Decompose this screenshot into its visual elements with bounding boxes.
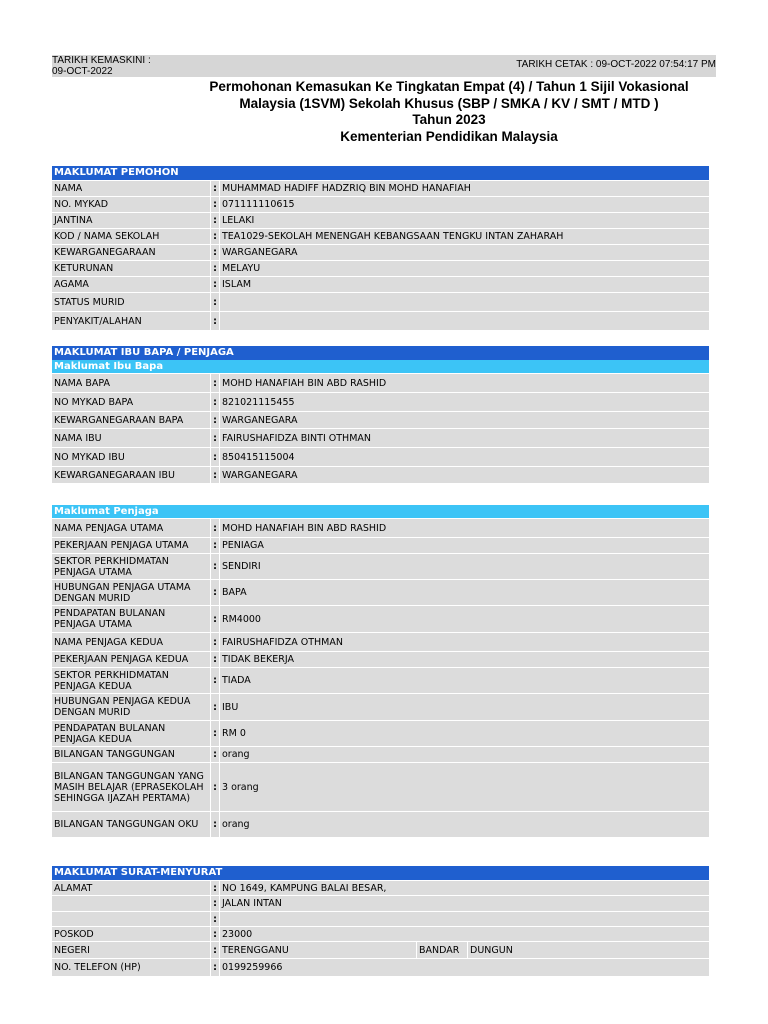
field-value: RM 0 [219, 721, 709, 746]
field-separator: : [210, 668, 219, 693]
table-row [52, 632, 709, 651]
section-heading: MAKLUMAT IBU BAPA / PENJAGA [52, 346, 709, 360]
field-value: IBU [219, 694, 709, 720]
field-separator: : [210, 812, 219, 837]
table-row [52, 895, 709, 911]
city-value: DUNGUN [467, 942, 709, 958]
field-label: KOD / NAMA SEKOLAH [54, 231, 160, 242]
field-separator: : [210, 606, 219, 632]
field-label: PENDAPATAN BULANAN PENJAGA KEDUA [54, 722, 166, 745]
field-value: MOHD HANAFIAH BIN ABD RASHID [219, 374, 709, 392]
field-label: BILANGAN TANGGUNGAN YANG MASIH BELAJAR (EPRASEKOLAH SEHINGGA IJAZAH PERTAMA) [54, 770, 204, 804]
phone-value: 0199259966 [219, 959, 709, 976]
title-line-3: Tahun 2023 [412, 112, 486, 127]
table-row [52, 212, 709, 228]
table-row [52, 518, 709, 537]
field-value: MELAYU [219, 261, 709, 276]
field-value: PENIAGA [219, 538, 709, 553]
field-separator: : [210, 896, 219, 911]
field-separator: : [210, 213, 219, 228]
field-separator: : [210, 652, 219, 667]
field-label: PENDAPATAN BULANAN PENJAGA UTAMA [54, 608, 166, 630]
table-row [52, 553, 709, 579]
table-row [52, 605, 709, 632]
table-row [52, 260, 709, 276]
address-line-2: JALAN INTAN [219, 896, 709, 911]
field-label: PEKERJAAN PENJAGA UTAMA [54, 540, 189, 551]
table-row [52, 292, 709, 311]
section-heading: MAKLUMAT PEMOHON [52, 166, 709, 180]
field-separator: : [210, 293, 219, 311]
table-row [52, 311, 709, 330]
field-separator: : [210, 942, 219, 958]
postcode-label: POSKOD [54, 928, 94, 940]
update-date-label: TARIKH KEMASKINI : [52, 55, 151, 66]
field-separator: : [210, 959, 219, 976]
print-header-bar [52, 55, 716, 77]
table-row [52, 466, 709, 483]
table-row [52, 958, 709, 976]
field-value: orang [219, 747, 709, 762]
field-label: NAMA PENJAGA KEDUA [54, 636, 164, 648]
field-label: BILANGAN TANGGUNGAN [54, 749, 175, 760]
field-label: KEWARGANEGARAAN BAPA [54, 414, 184, 426]
field-value: 071111110615 [219, 197, 709, 212]
table-row [52, 746, 709, 762]
field-label: NO MYKAD IBU [54, 451, 125, 463]
field-value: WARGANEGARA [219, 467, 709, 483]
guardian-section [52, 505, 709, 837]
field-separator: : [210, 412, 219, 428]
field-value: ISLAM [219, 277, 709, 292]
update-date [52, 55, 151, 77]
field-separator: : [210, 393, 219, 411]
correspondence-section [52, 866, 709, 976]
field-label: SEKTOR PERKHIDMATAN PENJAGA UTAMA [54, 555, 169, 578]
field-label: KEWARGANEGARAAN [54, 247, 156, 258]
address-label: ALAMAT [54, 882, 93, 894]
field-separator: : [210, 721, 219, 746]
address-line-3 [219, 912, 709, 926]
field-separator: : [210, 554, 219, 579]
field-separator: : [210, 580, 219, 605]
field-separator: : [210, 747, 219, 762]
field-separator: : [210, 429, 219, 447]
field-value: 821021115455 [219, 393, 709, 411]
field-value [219, 293, 709, 311]
field-separator: : [210, 519, 219, 537]
city-label: BANDAR [416, 942, 467, 958]
field-value: FAIRUSHAFIDZA OTHMAN [219, 633, 709, 651]
postcode-value: 23000 [219, 927, 709, 941]
field-value: 3 orang [219, 763, 709, 811]
field-separator: : [210, 912, 219, 926]
table-row [52, 911, 709, 926]
document-title [200, 79, 698, 145]
field-separator: : [210, 245, 219, 260]
parents-section [52, 346, 709, 483]
field-separator: : [210, 448, 219, 466]
table-row [52, 228, 709, 244]
field-label: PEKERJAAN PENJAGA KEDUA [54, 654, 189, 665]
field-label: NO MYKAD BAPA [54, 396, 134, 408]
field-value: FAIRUSHAFIDZA BINTI OTHMAN [219, 429, 709, 447]
title-line-4: Kementerian Pendidikan Malaysia [340, 128, 558, 144]
section-heading: MAKLUMAT SURAT-MENYURAT [52, 866, 709, 880]
table-row [52, 180, 709, 196]
table-row [52, 667, 709, 693]
field-label: NAMA IBU [54, 432, 102, 444]
state-label: NEGERI [54, 944, 90, 956]
field-label [52, 896, 210, 911]
field-value: 850415115004 [219, 448, 709, 466]
title-line-1: Permohonan Kemasukan Ke Tingkatan Empat (4) / Tahun 1 Sijil Vokasional [209, 79, 689, 94]
field-separator: : [210, 312, 219, 330]
field-separator: : [210, 881, 219, 895]
table-row [52, 276, 709, 292]
table-row [52, 926, 709, 941]
field-value: TIDAK BEKERJA [219, 652, 709, 667]
table-row [52, 392, 709, 411]
field-separator: : [210, 261, 219, 276]
field-separator: : [210, 927, 219, 941]
field-label [52, 912, 210, 926]
field-value: SENDIRI [219, 554, 709, 579]
field-label: SEKTOR PERKHIDMATAN PENJAGA KEDUA [54, 669, 169, 692]
field-separator: : [210, 181, 219, 196]
table-row [52, 447, 709, 466]
field-label: HUBUNGAN PENJAGA UTAMA DENGAN MURID [54, 581, 191, 604]
field-label: JANTINA [54, 215, 93, 226]
field-separator: : [210, 229, 219, 244]
field-label: NAMA PENJAGA UTAMA [54, 522, 164, 534]
field-value [219, 312, 709, 330]
table-row [52, 880, 709, 895]
table-row [52, 428, 709, 447]
title-line-2: Malaysia (1SVM) Sekolah Khusus (SBP / SMKA / KV / SMT / MTD ) [239, 95, 659, 111]
field-label: KETURUNAN [54, 263, 114, 274]
field-value: RM4000 [219, 606, 709, 632]
field-label: NAMA BAPA [54, 377, 110, 389]
table-row [52, 537, 709, 553]
field-label: NAMA [54, 183, 83, 194]
field-label: AGAMA [54, 279, 89, 290]
field-separator: : [210, 467, 219, 483]
subsection-heading: Maklumat Penjaga [52, 505, 709, 518]
table-row [52, 579, 709, 605]
field-separator: : [210, 633, 219, 651]
field-value: MUHAMMAD HADIFF HADZRIQ BIN MOHD HANAFIAH [219, 181, 709, 196]
print-date: TARIKH CETAK : 09-OCT-2022 07:54:17 PM [516, 59, 716, 70]
table-row [52, 373, 709, 392]
table-row [52, 720, 709, 746]
field-value: TIADA [219, 668, 709, 693]
field-label: NO. MYKAD [54, 199, 109, 210]
applicant-section [52, 166, 709, 330]
field-value: BAPA [219, 580, 709, 605]
table-row [52, 651, 709, 667]
table-row [52, 411, 709, 428]
field-value: WARGANEGARA [219, 245, 709, 260]
subsection-heading: Maklumat Ibu Bapa [52, 360, 709, 373]
update-date-value: 09-OCT-2022 [52, 66, 113, 77]
state-value: TERENGGANU [219, 942, 416, 958]
table-row [52, 244, 709, 260]
field-label: PENYAKIT/ALAHAN [54, 315, 142, 327]
field-label: BILANGAN TANGGUNGAN OKU [54, 819, 199, 830]
field-label: STATUS MURID [54, 296, 125, 308]
field-separator: : [210, 538, 219, 553]
phone-label: NO. TELEFON (HP) [54, 962, 141, 973]
field-separator: : [210, 763, 219, 811]
field-value: LELAKI [219, 213, 709, 228]
field-separator: : [210, 197, 219, 212]
field-value: MOHD HANAFIAH BIN ABD RASHID [219, 519, 709, 537]
field-label: HUBUNGAN PENJAGA KEDUA DENGAN MURID [54, 696, 191, 718]
table-row [52, 941, 709, 958]
address-line-1: NO 1649, KAMPUNG BALAI BESAR, [219, 881, 709, 895]
field-separator: : [210, 694, 219, 720]
field-label: KEWARGANEGARAAN IBU [54, 469, 175, 481]
field-value: WARGANEGARA [219, 412, 709, 428]
field-value: TEA1029-SEKOLAH MENENGAH KEBANGSAAN TENGKU INTAN ZAHARAH [219, 229, 709, 244]
field-separator: : [210, 374, 219, 392]
table-row [52, 762, 709, 811]
field-value: orang [219, 812, 709, 837]
table-row [52, 693, 709, 720]
field-separator: : [210, 277, 219, 292]
table-row [52, 811, 709, 837]
table-row [52, 196, 709, 212]
